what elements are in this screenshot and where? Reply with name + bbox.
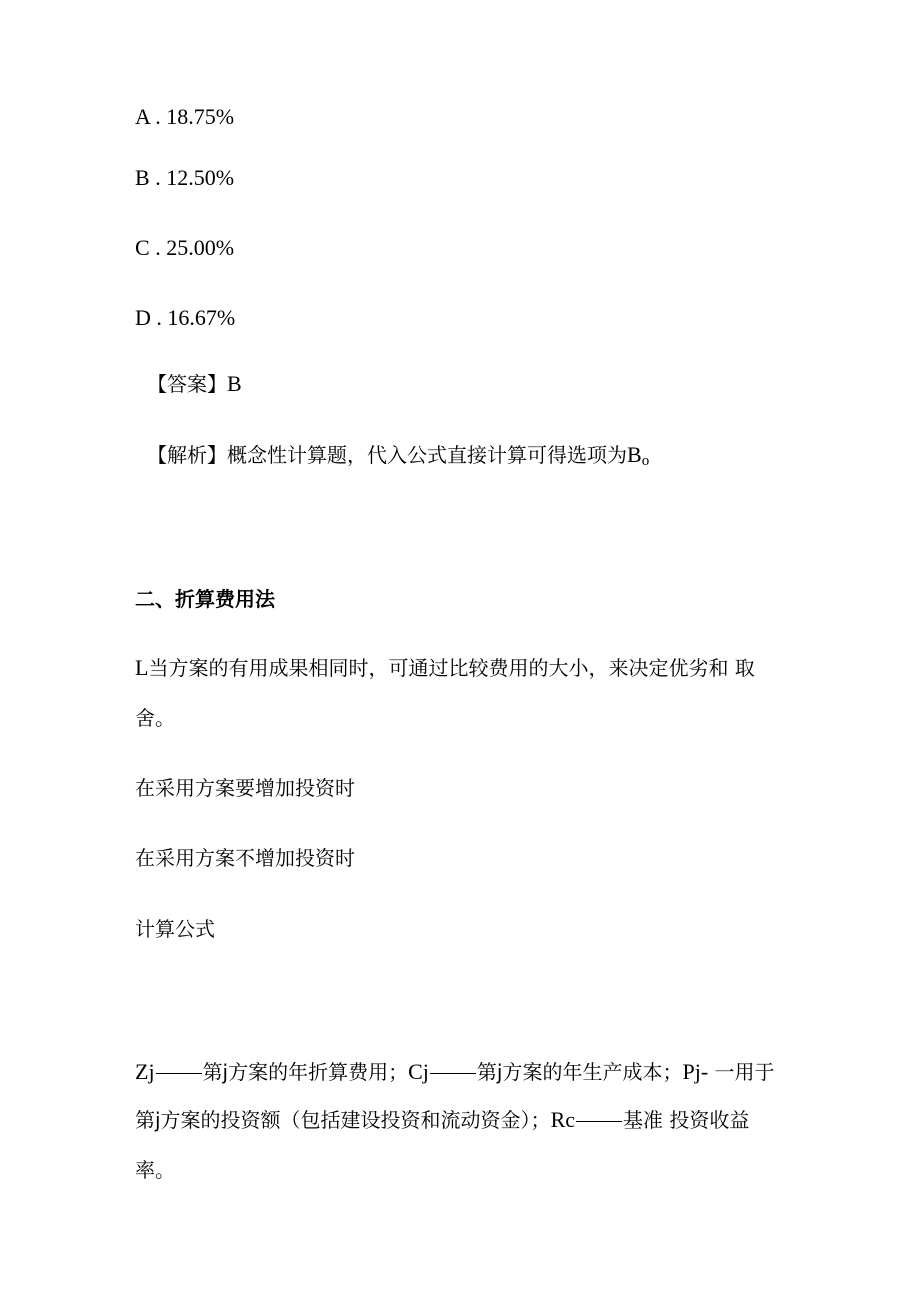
- formula-label: 计算公式: [135, 917, 215, 941]
- option-value: 18.75%: [166, 104, 235, 129]
- option-value: 16.67%: [167, 305, 236, 330]
- line2-text: 第j方案的投资额（包括建设投资和流动资金）；: [135, 1108, 551, 1132]
- point1-line1: [135, 654, 755, 682]
- rc-symbol: Rc: [550, 1107, 576, 1132]
- analysis-text: 概念性计算题，代入公式直接计算可得选项为: [227, 443, 627, 467]
- option-c: C . 25.00%: [135, 235, 235, 260]
- rc-text: 基准 投资收益: [623, 1108, 750, 1132]
- definitions-line2: [135, 1106, 749, 1134]
- option-letter: A: [135, 104, 150, 129]
- analysis-suffix: o: [641, 453, 650, 469]
- option-letter: B: [135, 165, 150, 190]
- definitions-line1: [135, 1058, 775, 1086]
- em-dash: [156, 1073, 202, 1074]
- option-a: A . 18.75%: [135, 104, 235, 129]
- cj-symbol: Cj: [408, 1059, 429, 1084]
- option-letter: C: [135, 235, 150, 260]
- case-increase-investment: 在采用方案要增加投资时: [135, 776, 355, 800]
- cj-text: 第j方案的年生产成本；: [476, 1060, 683, 1084]
- point1-text: 当方案的有用成果相同时，可通过比较费用的大小，来决定优劣和 取: [148, 656, 755, 680]
- pj-text: 一用于: [714, 1060, 775, 1084]
- option-d: D . 16.67%: [135, 305, 236, 330]
- option-letter: D: [135, 305, 151, 330]
- option-value: 25.00%: [166, 235, 235, 260]
- answer-line: [147, 370, 242, 398]
- section-heading: 二、折算费用法: [135, 587, 275, 611]
- zj-text: 第j方案的年折算费用；: [202, 1060, 409, 1084]
- analysis-option: B: [627, 442, 642, 467]
- option-value: 12.50%: [166, 165, 235, 190]
- zj-symbol: Zj: [135, 1059, 155, 1084]
- em-dash: [576, 1121, 622, 1122]
- pj-symbol: Pj-: [682, 1059, 709, 1084]
- option-b: B . 12.50%: [135, 165, 235, 190]
- answer-label: 【答案】: [147, 372, 227, 396]
- definitions-line3: 率。: [135, 1158, 175, 1182]
- answer-value: B: [227, 371, 242, 396]
- analysis-line: [147, 441, 649, 475]
- point1-prefix: L: [135, 655, 149, 680]
- case-no-increase-investment: 在采用方案不增加投资时: [135, 846, 355, 870]
- point1-line2: 舍。: [135, 706, 175, 730]
- analysis-label: 【解析】: [147, 443, 227, 467]
- em-dash: [430, 1073, 476, 1074]
